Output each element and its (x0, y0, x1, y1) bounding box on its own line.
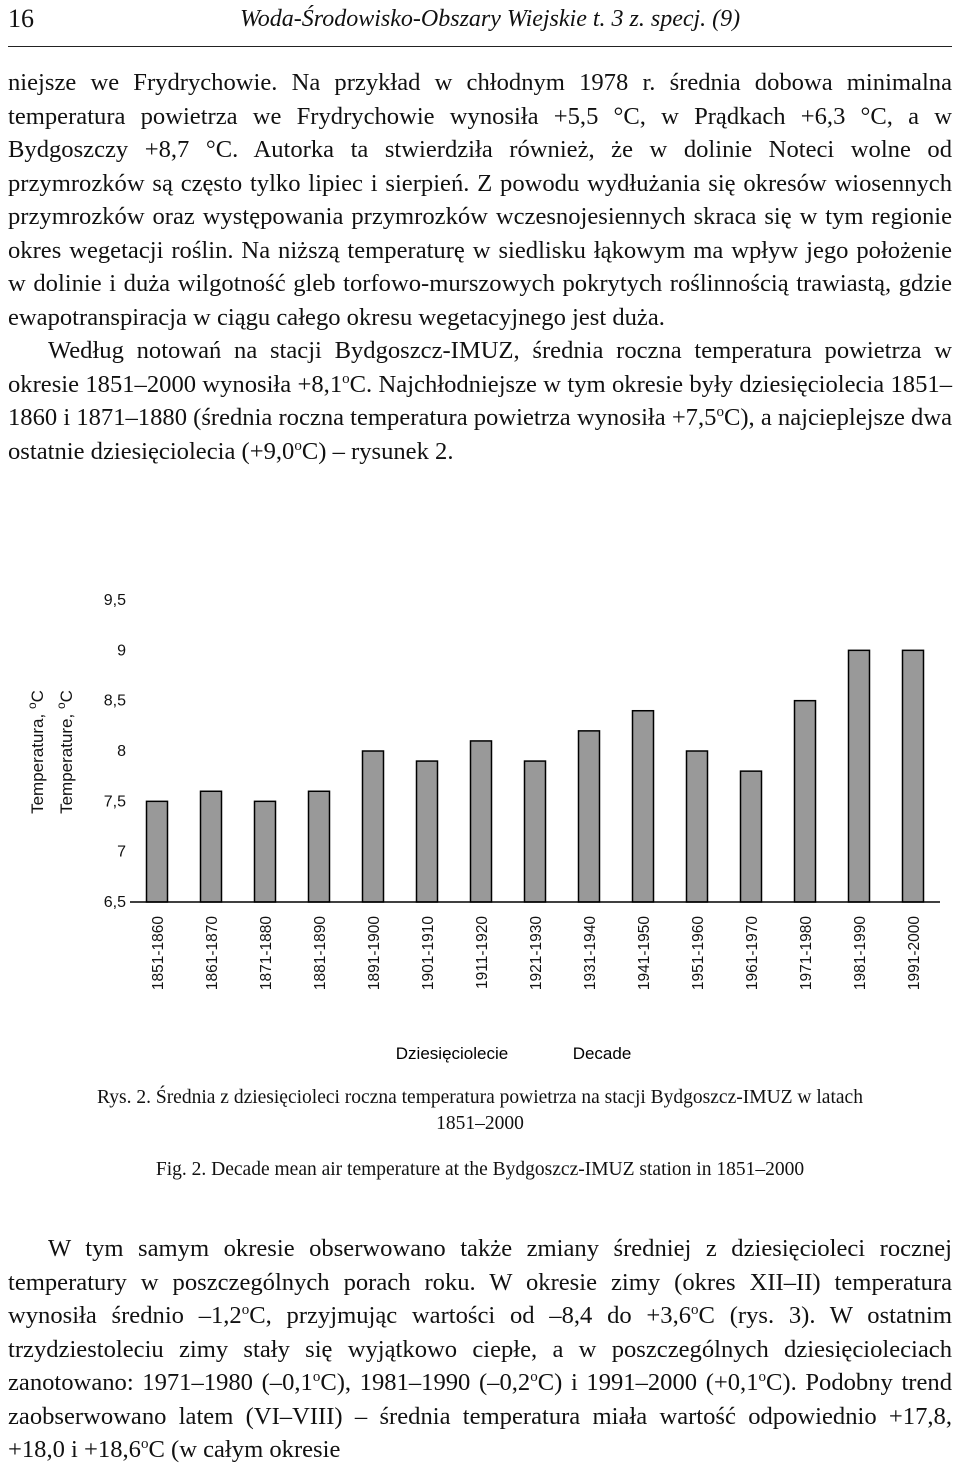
bar (255, 801, 276, 902)
y-axis-label-en: Temperature, $^o$C (54, 690, 76, 814)
x-tick-label: 1951-1960 (690, 916, 707, 991)
body-text-bottom (8, 1232, 952, 1467)
degree-sup: o (691, 1301, 699, 1318)
figure-caption-en: Fig. 2. Decade mean air temperature at the Bydgoszcz-IMUZ station in 1851–2000 (155, 1159, 805, 1180)
x-tick-label: 1851-1860 (150, 916, 167, 991)
degree-sup: o (758, 1368, 766, 1385)
x-tick-labels (150, 916, 923, 991)
bar (471, 741, 492, 902)
x-tick-label: 1901-1910 (420, 916, 437, 991)
paragraph: W tym samym okresie obserwowano także zmiany średniej z dziesięcioleci rocznej temperatury w poszczególnych porach roku. W okresie zimy (okres XII–II) temperatura wynosiła średnio –1,2$^o$C, przyjmując wartości od –8,4 do $+3,6^oC$ (rys. 3). W ostatnim trzydziestoleciu zimy stały się wyjątkowo ciepłe, a w poszczególnych dziesięcioleciach zanotowano: 1971–1980 (–0,1$^o$C), 1981–1990 (–0,2$^o$C) i 1991–2000 $(+0,1^oC)$. Podobny trend zaobserwowano latem (VI–VIII) – średnia temperatura miała wartość odpowiednio +17,8, +18,0 $i +18,6^oC$ (w całym okresie (8, 1235, 952, 1463)
x-tick-label: 1881-1890 (312, 916, 329, 991)
bar (903, 650, 924, 902)
x-tick-label: 1871-1880 (258, 916, 275, 991)
x-tick-label: 1941-1950 (636, 916, 653, 991)
body-text-top (8, 66, 952, 468)
bar (363, 751, 384, 902)
degree-sup: o (716, 403, 724, 420)
x-tick-label: 1911-1920 (474, 916, 491, 989)
y-tick-label: 7,5 (103, 793, 126, 811)
y-tick-labels (104, 592, 126, 911)
x-tick-label: 1891-1900 (366, 916, 383, 991)
y-tick-label: 7 (117, 843, 126, 861)
bar (417, 761, 438, 902)
paragraph: Według notowań na stacji Bydgoszcz-IMUZ, średnia roczna temperatura powietrza w okresie 1851–2000 wynosiła $+8,1^oC$. Najchłodniejsze w tym okresie były dziesięciolecia 1851–1860 i 1871–1880 (średnia roczna temperatura powietrza wynosiła $+7,5^oC$), a najcieplejsze dwa ostatnie dziesięciolecia $(+9,0^oC)$ – rysunek 2. (8, 337, 953, 465)
bar (147, 801, 168, 902)
degree-sup: o (294, 437, 302, 454)
page-header (8, 2, 952, 47)
x-tick-label: 1931-1940 (582, 916, 599, 991)
bar (687, 751, 708, 902)
page-number: 16 (8, 4, 34, 33)
x-tick-label: 1961-1970 (744, 916, 761, 991)
x-axis-label-en: Decade (572, 1044, 632, 1063)
y-tick-label: 6,5 (103, 894, 126, 911)
bar (201, 791, 222, 902)
x-tick-label: 1981-1990 (852, 916, 869, 991)
x-tick-label: 1921-1930 (528, 916, 545, 991)
y-tick-label: 9 (117, 642, 126, 660)
x-axis-label-pl: Dziesięciolecie (395, 1044, 509, 1063)
y-tick-label: 9,5 (103, 592, 126, 609)
bar (849, 650, 870, 902)
x-tick-label: 1991-2000 (906, 916, 923, 991)
y-tick-label: 8,5 (103, 692, 126, 710)
x-tick-label: 1861-1870 (204, 916, 221, 991)
bar (795, 701, 816, 902)
y-axis-label-pl: Temperatura, $^o$C (25, 690, 47, 814)
degree-sup: o (241, 1301, 250, 1318)
x-tick-label: 1971-1980 (798, 916, 815, 991)
degree-sup: o (342, 370, 350, 387)
y-axis-label (25, 690, 76, 814)
figure-caption-pl: Rys. 2. Średnia z dziesięcioleci roczna temperatura powietrza na stacji Bydgoszcz-IMUZ w latach 1851–2000 (97, 1087, 863, 1134)
bar (741, 771, 762, 902)
degree-sup: o (140, 1435, 149, 1452)
paragraph: niejsze we Frydrychowie. Na przykład w chłodnym 1978 r. średnia dobowa minimalna temperatura powietrza we Frydrychowie wynosiła +5,5 °C, w Prądkach +6,3 °C, a w Bydgoszczy +8,7 °C. Autorka ta stwierdziła również, że w dolinie Noteci wolne od przymrozków są często tylko lipiec i sierpień. Z powodu wydłużania się okresów wiosennych przymrozków oraz występowania przymrozków wczesnojesiennych skraca się w tym regionie okres wegetacji roślin. Na niższą temperaturę w siedlisku łąkowym ma wpływ jego położenie w dolinie i duża wilgotność gleb torfowo-murszowych pokrytych roślinnością trawiastą, gdzie ewapotranspiracja w ciągu całego okresu wegetacyjnego jest duża. (8, 69, 952, 331)
chart-svg (0, 575, 960, 1075)
degree-sup: o (312, 1368, 321, 1385)
degree-sup: o (530, 1368, 538, 1385)
bar-chart (0, 575, 960, 1075)
bar (579, 731, 600, 902)
bar (525, 761, 546, 902)
running-title: Woda-Środowisko-Obszary Wiejskie t. 3 z. specj. (9) (240, 6, 741, 32)
bar (633, 711, 654, 902)
bars (147, 650, 924, 902)
y-tick-label: 8 (117, 743, 126, 760)
bar (309, 791, 330, 902)
